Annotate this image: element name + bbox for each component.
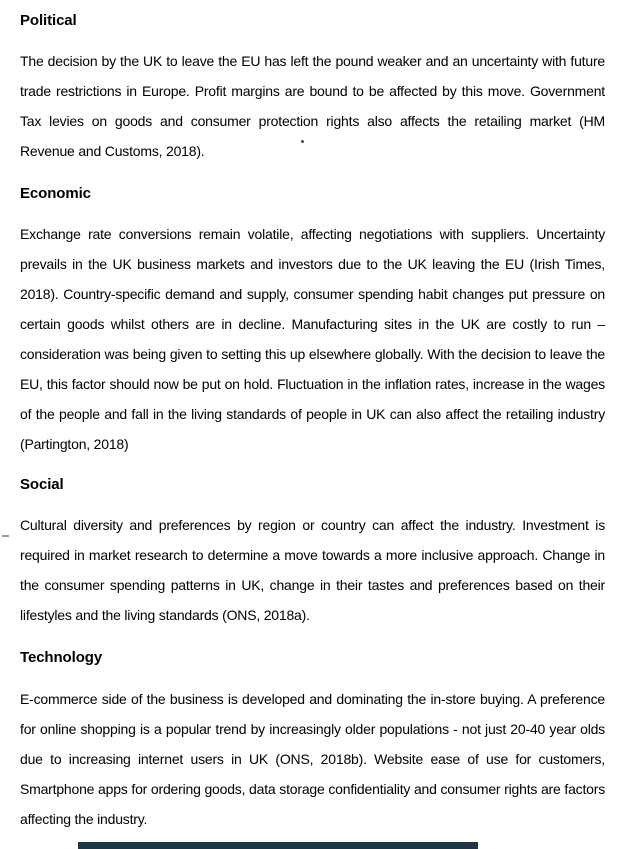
bottom-bar-partial-element bbox=[78, 842, 478, 849]
section-paragraph-political: The decision by the UK to leave the EU has left the pound weaker and an uncertainty with future trade restrictions in Europe. Profit margins are bound to be affected by this move. Government Tax levies on goods and consumer protection rights also affects the retailing market (HM Revenue and Customs, 2018). bbox=[20, 53, 605, 159]
section-heading-technology: Technology bbox=[20, 649, 103, 666]
section-heading-social: Social bbox=[20, 476, 64, 493]
section-heading-political: Political bbox=[20, 12, 77, 29]
section-paragraph-technology: E-commerce side of the business is developed and dominating the in-store buying. A preference for online shopping is a popular trend by increasingly older populations - not just 20-40 year olds due to increasing internet users in UK (ONS, 2018b). Website ease of use for customers, Smartphone apps for ordering goods, data storage confidentiality and consumer rights are factors affecting the industry. bbox=[20, 691, 605, 827]
section-heading-economic: Economic bbox=[20, 185, 91, 202]
section-paragraph-economic: Exchange rate conversions remain volatile, affecting negotiations with suppliers. Uncertainty prevails in the UK business markets and investors due to the UK leaving the EU (Irish Times, 2018). Country-specific demand and supply, consumer spending habit changes put pressure on certain goods whilst others are in decline. Manufacturing sites in the UK are costly to run – consideration was being given to setting this up elsewhere globally. With the decision to leave the EU, this factor should now be put on hold. Fluctuation in the inflation rates, increase in the wages of the people and fall in the living standards of people in UK can also affect the retailing industry (Partington, 2018) bbox=[20, 226, 605, 452]
margin-dash-artifact bbox=[2, 535, 9, 537]
section-paragraph-social: Cultural diversity and preferences by region or country can affect the industry. Investment is required in market research to determine a move towards a more inclusive approach. Change in the consumer spending patterns in UK, change in their tastes and preferences based on their lifestyles and the living standards (ONS, 2018a). bbox=[20, 517, 605, 623]
stray-dot-artifact bbox=[301, 140, 304, 143]
